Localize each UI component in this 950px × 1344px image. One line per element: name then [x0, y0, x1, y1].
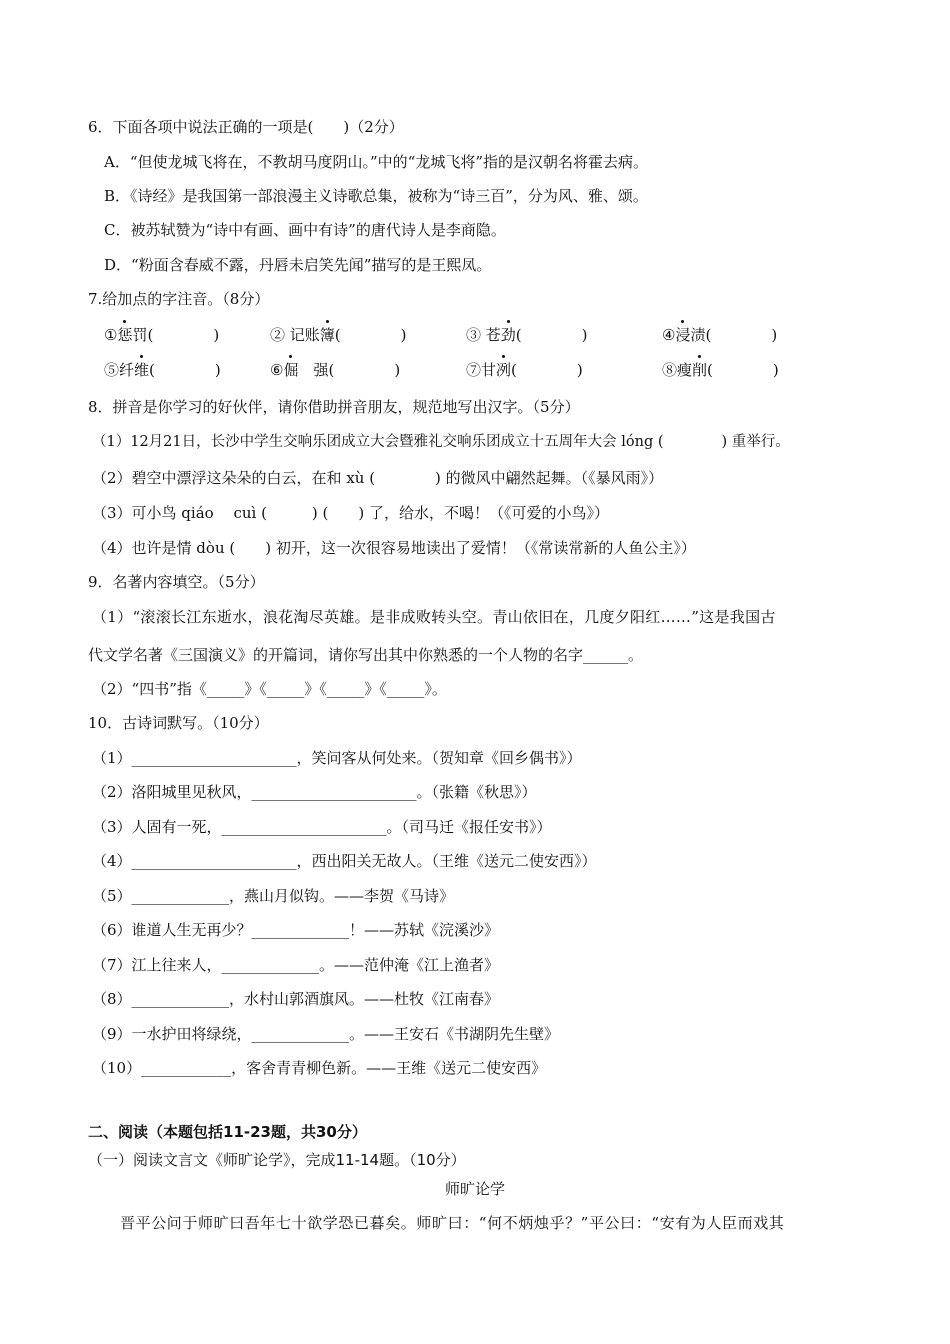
q9-item-2: （2）“四书”指《_____》《_____》《_____》《_____》。: [92, 680, 447, 698]
q7-stem: 7.给加点的字注音。（8分）: [88, 290, 270, 308]
q10-item-10: （10）____________，客舍青青柳色新。——王维《送元二使安西》: [92, 1059, 547, 1077]
dotted-char: 冽: [496, 361, 512, 379]
passage-title: 师旷论学: [444, 1180, 505, 1198]
q6-option-a: A．“但使龙城飞将在，不教胡马度阴山。”中的“龙城飞将”指的是汉朝名将霍去病。: [104, 153, 649, 171]
dotted-char: 惩: [117, 326, 133, 344]
dotted-char: 维: [134, 361, 150, 379]
q9-stem: 9．名著内容填空。（5分）: [88, 573, 265, 591]
q8-stem: 8．拼音是你学习的好伙伴，请你借助拼音朋友，规范地写出汉字。（5分）: [88, 398, 580, 416]
q6-option-d: D．“粉面含春威不露，丹唇未启笑先闻”描写的是王熙凤。: [104, 256, 492, 274]
q10-item-5: （5）_____________，燕山月似钩。——李贺《马诗》: [92, 887, 455, 905]
q7-item-8: ⑧瘦削( ): [662, 361, 779, 379]
q7-row-1: [104, 324, 804, 346]
dotted-char: 浸: [675, 326, 691, 344]
q10-stem: 10．古诗词默写。（10分）: [88, 714, 269, 732]
dotted-char: 削: [692, 361, 708, 379]
q10-item-4: （4）______________________，西出阳关无故人。（王维《送元二使安西》）: [92, 852, 597, 870]
q10-item-9: （9）一水护田将绿绕，_____________。——王安石《书湖阴先生壁》: [92, 1025, 560, 1043]
q7-item-1: ①惩罚( ): [104, 326, 220, 344]
q7-item-6: ⑥倔 强( ): [270, 361, 401, 379]
section2-subheading: （一）阅读文言文《师旷论学》，完成11-14题。（10分）: [88, 1151, 466, 1169]
q7-row-2: [104, 359, 804, 381]
q10-item-3: （3）人固有一死，______________________。（司马迁《报任安书》）: [92, 818, 552, 836]
passage-text: 晋平公问于师旷曰吾年七十欲学恐已暮矣。师旷曰：“何不炳烛乎？”平公曰：“安有为人臣而戏其: [120, 1214, 785, 1232]
section2-heading: 二、阅读（本题包括11-23题，共30分）: [88, 1123, 367, 1141]
q9-item-1-line-1: （1）“滚滚长江东逝水，浪花淘尽英雄。是非成败转头空。青山依旧在，几度夕阳红……”这是我国古: [92, 608, 776, 626]
q6-option-c: C．被苏轼赞为“诗中有画、画中有诗”的唐代诗人是李商隐。: [104, 221, 506, 239]
q10-item-2: （2）洛阳城里见秋风，______________________。（张籍《秋思》）: [92, 783, 537, 801]
q6-stem: 6．下面各项中说法正确的一项是( )（2分）: [88, 118, 404, 136]
dotted-char: 簿: [319, 326, 335, 344]
q8-item-1: （1）12月21日，长沙中学生交响乐团成立大会暨雅礼交响乐团成立十五周年大会 lóng ( ) 重举行。: [92, 434, 790, 450]
dotted-char: 倔: [283, 361, 299, 379]
q10-item-6: （6）谁道人生无再少？_____________！——苏轼《浣溪沙》: [92, 921, 500, 939]
q6-option-b: B．《诗经》是我国第一部浪漫主义诗歌总集，被称为“诗三百”，分为风、雅、颂。: [104, 187, 648, 205]
q10-item-1: （1）______________________，笑问客从何处来。（贺知章《回乡偶书》）: [92, 749, 582, 767]
q9-item-1-line-2: 代文学名著《三国演义》的开篇词，请你写出其中你熟悉的一个人物的名字______。: [88, 646, 644, 664]
q7-item-4: ④浸渍( ): [662, 326, 778, 344]
q8-item-4: （4）也许是情 dòu ( ) 初开，这一次很容易地读出了爱情！（《常读常新的人鱼公主》）: [92, 539, 696, 557]
q7-item-3: ③ 苍劲( ): [466, 326, 588, 344]
q8-item-2: （2）碧空中漂浮这朵朵的白云，在和 xù ( ) 的微风中翩然起舞。（《暴风雨》）: [92, 469, 664, 487]
q7-item-2: ② 记账簿( ): [270, 326, 407, 344]
dotted-char: 劲: [500, 326, 516, 344]
q8-item-3: （3）可小鸟 qiáo cuì ( ) ( ) 了，给水，不喝！（《可爱的小鸟》）: [92, 504, 610, 522]
q7-item-5: ⑤纤维( ): [104, 361, 221, 379]
q10-item-8: （8）_____________，水村山郭酒旗风。——杜牧《江南春》: [92, 990, 500, 1008]
q10-item-7: （7）江上往来人，_____________。——范仲淹《江上渔者》: [92, 956, 500, 974]
q7-item-7: ⑦甘冽( ): [466, 361, 583, 379]
